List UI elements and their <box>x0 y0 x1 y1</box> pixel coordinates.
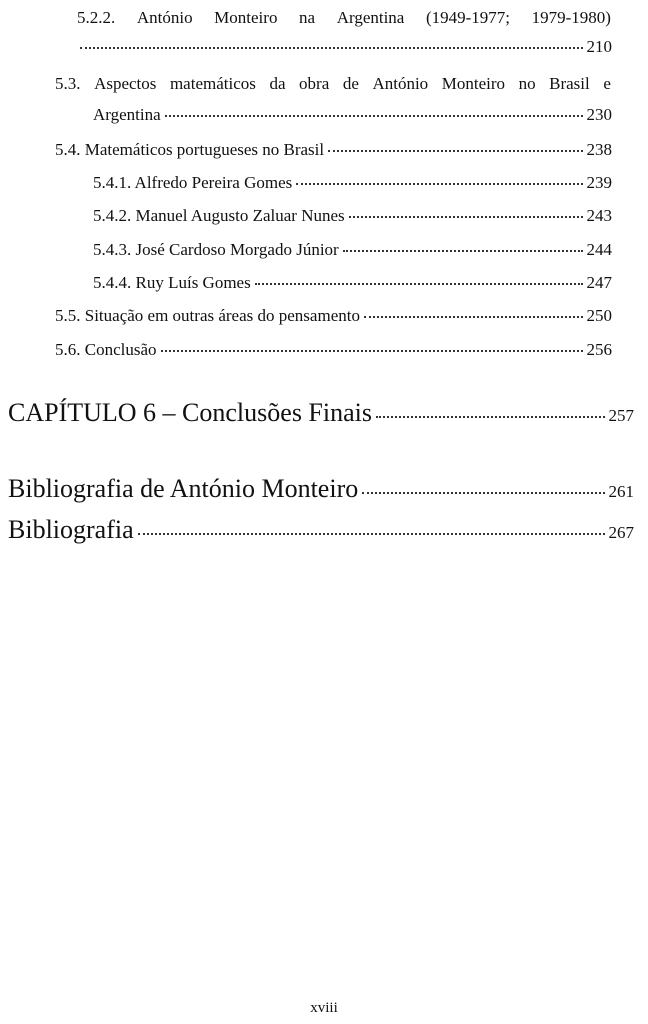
toc-word: Brasil <box>549 74 590 93</box>
toc-entry-5-3-line2 <box>93 105 612 125</box>
leader-dots <box>80 47 583 49</box>
leader-dots <box>255 283 583 285</box>
toc-bibliografia <box>8 515 634 545</box>
toc-label: 5.5. Situação em outras áreas do pensamento <box>55 306 360 325</box>
toc-word: António <box>136 8 193 27</box>
toc-label: Bibliografia <box>8 515 134 544</box>
page-footer-number: xviii <box>310 1000 338 1016</box>
toc-entry-5-4-2 <box>93 206 612 226</box>
leader-dots <box>296 183 582 185</box>
page-number: 267 <box>608 523 634 542</box>
toc-label: 5.4.4. Ruy Luís Gomes <box>93 273 251 292</box>
toc-word: e <box>603 74 611 93</box>
toc-label: Bibliografia de António Monteiro <box>8 474 359 503</box>
toc-word: Aspectos <box>94 74 157 93</box>
toc-word: de <box>342 74 359 93</box>
page-number: 261 <box>608 482 634 501</box>
toc-label: CAPÍTULO 6 – Conclusões Finais <box>8 398 372 427</box>
toc-chapter-6 <box>8 398 634 428</box>
toc-word: Monteiro <box>441 74 506 93</box>
toc-entry-5-6 <box>55 340 612 360</box>
toc-word: Argentina <box>336 8 405 27</box>
toc-label: 5.4.3. José Cardoso Morgado Júnior <box>93 240 339 259</box>
toc-word: no <box>518 74 536 93</box>
leader-dots <box>328 150 582 152</box>
toc-word: António <box>372 74 429 93</box>
page-number: 244 <box>586 240 612 259</box>
leader-dots <box>343 250 583 252</box>
page-number: 238 <box>586 140 612 159</box>
toc-label: 5.6. Conclusão <box>55 340 157 359</box>
leader-dots <box>362 492 604 494</box>
leader-dots <box>349 216 583 218</box>
toc-entry-5-4-3 <box>93 240 612 260</box>
toc-entry-5-2-2-line1 <box>77 8 611 28</box>
leader-dots <box>165 115 583 117</box>
toc-entry-5-2-2-line2 <box>80 37 612 57</box>
leader-dots <box>376 416 605 418</box>
toc-entry-5-4-4 <box>93 273 612 293</box>
page-number: 239 <box>586 173 612 192</box>
page-number: 210 <box>586 37 612 56</box>
toc-label: 5.4. Matemáticos portugueses no Brasil <box>55 140 325 159</box>
page-number: 230 <box>586 105 612 124</box>
toc-word: da <box>269 74 286 93</box>
toc-word: (1949-1977; <box>425 8 510 27</box>
toc-entry-5-4-1 <box>93 173 612 193</box>
page-number: 247 <box>586 273 612 292</box>
toc-word: matemáticos <box>169 74 256 93</box>
page-number: 256 <box>586 340 612 359</box>
page-number: 243 <box>586 206 612 225</box>
toc-word: Monteiro <box>214 8 278 27</box>
toc-entry-5-3-line1 <box>55 74 611 94</box>
toc-label: 5.4.1. Alfredo Pereira Gomes <box>93 173 293 192</box>
toc-bibliografia-monteiro <box>8 474 634 504</box>
toc-label: 5.4.2. Manuel Augusto Zaluar Nunes <box>93 206 345 225</box>
toc-entry-5-4 <box>55 140 612 160</box>
page-number: 257 <box>608 406 634 425</box>
toc-word: 5.3. <box>55 74 81 93</box>
leader-dots <box>138 533 605 535</box>
toc-word: 5.2.2. <box>77 8 116 27</box>
leader-dots <box>364 316 583 318</box>
leader-dots <box>161 350 583 352</box>
toc-word: na <box>299 8 316 27</box>
page-number: 250 <box>586 306 612 325</box>
toc-word: obra <box>299 74 330 93</box>
toc-label: Argentina <box>93 105 161 124</box>
toc-word: 1979-1980) <box>531 8 611 27</box>
toc-entry-5-5 <box>55 306 612 326</box>
